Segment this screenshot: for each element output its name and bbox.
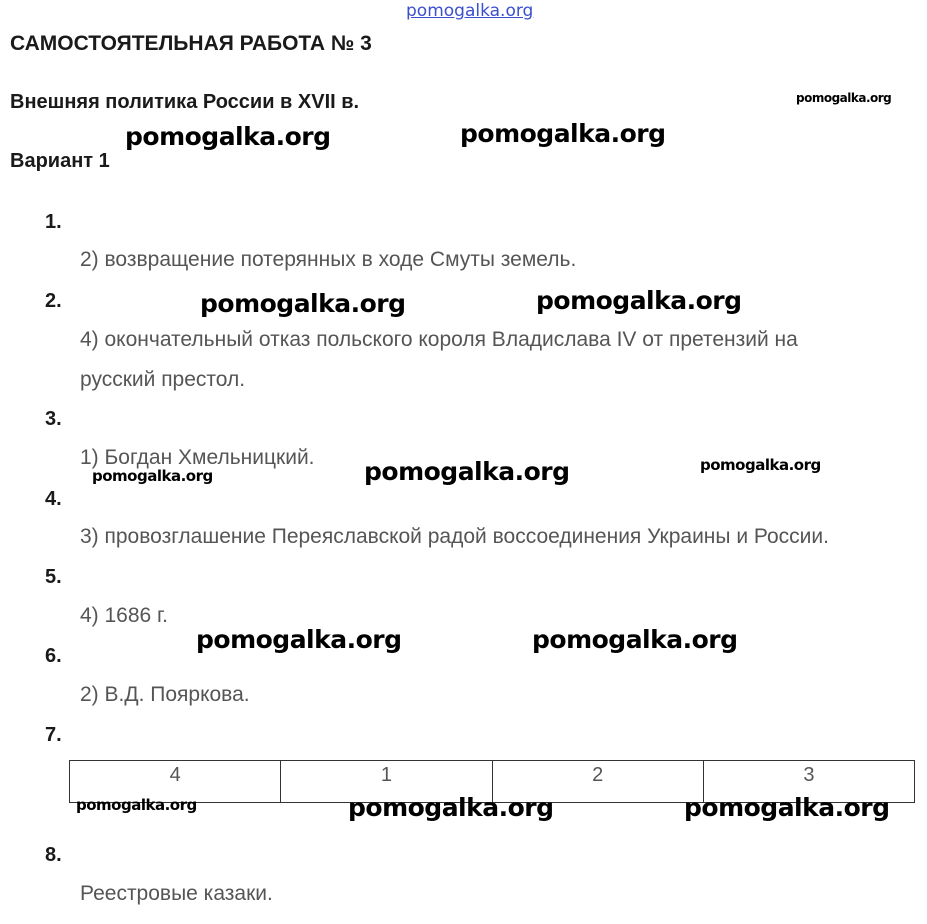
question-number: 3. (45, 408, 62, 430)
table-cell: 2 (492, 761, 703, 803)
variant-label: Вариант 1 (10, 150, 110, 172)
watermark: pomogalka.org (364, 457, 570, 486)
watermark: pomogalka.org (684, 793, 890, 822)
watermark: pomogalka.org (700, 456, 821, 474)
watermark: pomogalka.org (200, 289, 406, 318)
watermark: pomogalka.org (76, 796, 197, 814)
question-number: 7. (45, 724, 62, 746)
site-link[interactable]: pomogalka.org (406, 1, 534, 21)
answer-text: русский престол. (80, 368, 246, 391)
table-cell: 3 (703, 761, 914, 803)
watermark: pomogalka.org (536, 286, 742, 315)
topic-title: Внешняя политика России в XVII в. (10, 91, 360, 113)
table-cell: 4 (70, 761, 281, 803)
answer-text: 2) В.Д. Пояркова. (80, 683, 250, 706)
answer-text: 4) окончательный отказ польского короля Владислава IV от претензий на (80, 328, 798, 351)
question-number: 6. (45, 645, 62, 667)
question-number: 4. (45, 488, 62, 510)
answer-text: 2) возвращение потерянных в ходе Смуты земель. (80, 248, 577, 271)
watermark: pomogalka.org (532, 625, 738, 654)
watermark: pomogalka.org (92, 467, 213, 485)
answer-text: 3) провозглашение Переяславской радой воссоединения Украины и России. (80, 525, 829, 548)
question-number: 1. (45, 211, 62, 233)
table-cell: 1 (281, 761, 492, 803)
question-number: 8. (45, 844, 62, 866)
question-number: 5. (45, 566, 62, 588)
page-title: САМОСТОЯТЕЛЬНАЯ РАБОТА № 3 (10, 32, 372, 55)
question-number: 2. (45, 290, 62, 312)
answer-text: 1) Богдан Хмельницкий. (80, 446, 315, 469)
watermark: pomogalka.org (196, 625, 402, 654)
watermark: pomogalka.org (348, 793, 554, 822)
watermark: pomogalka.org (125, 122, 331, 151)
answer-text: 4) 1686 г. (80, 604, 168, 627)
watermark: pomogalka.org (796, 91, 892, 105)
answer-text: Реестровые казаки. (80, 882, 273, 905)
watermark: pomogalka.org (460, 119, 666, 148)
